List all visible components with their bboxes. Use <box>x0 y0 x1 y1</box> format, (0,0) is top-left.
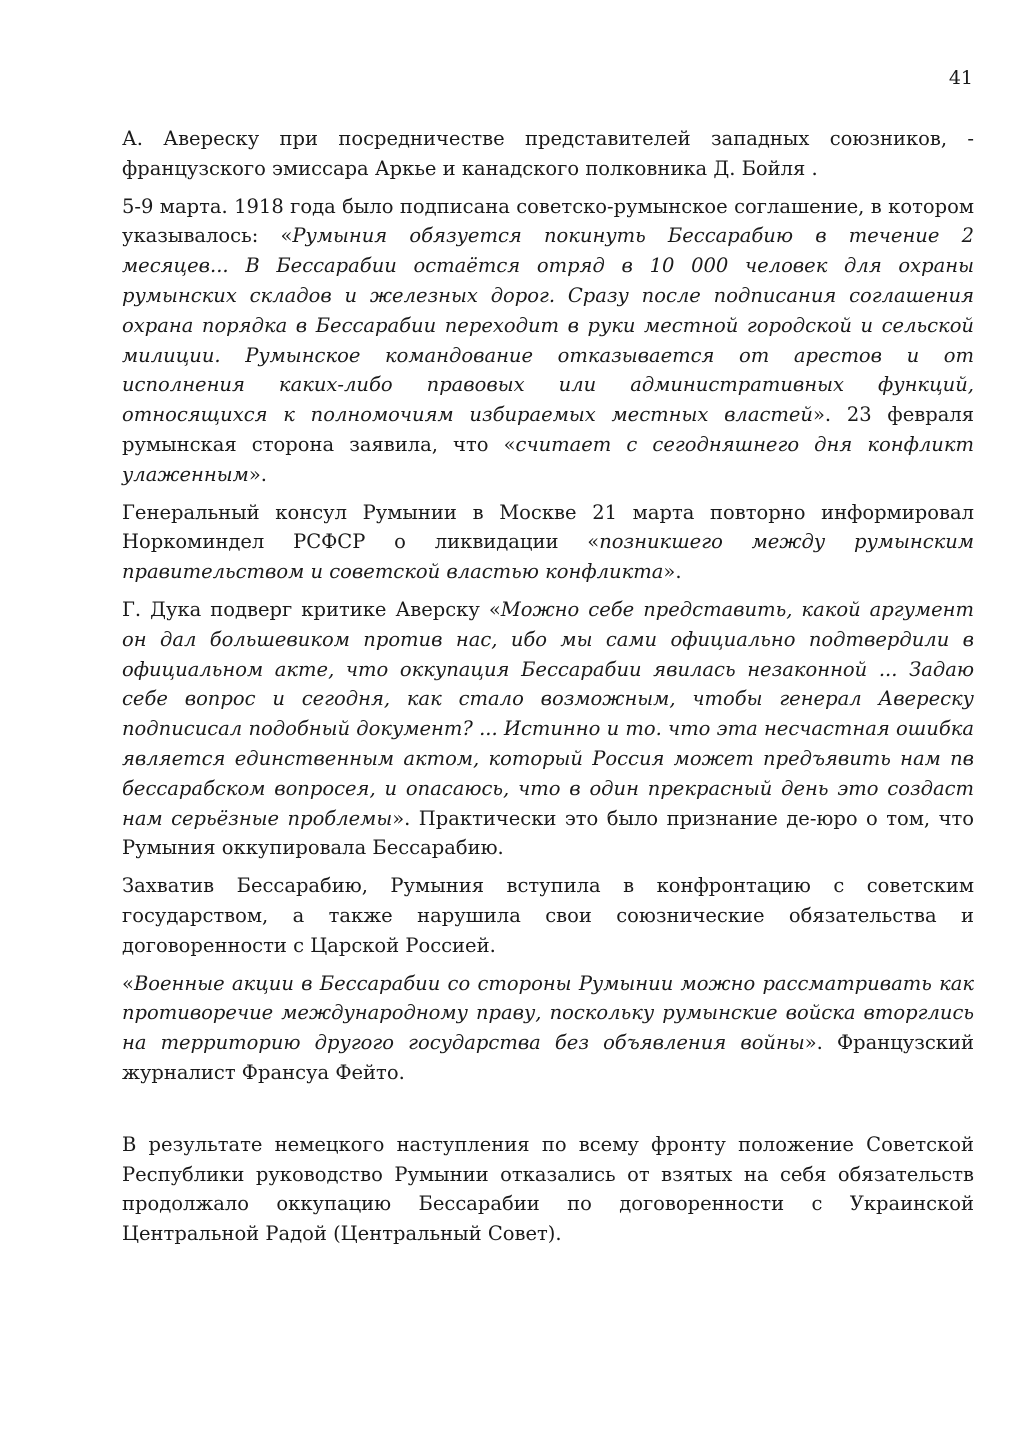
paragraph-5 <box>122 871 974 960</box>
text-run: ». Практически это было признание де-юро о том, что Румыния оккупировала Бессарабию. <box>122 806 974 860</box>
text-run: Генеральный консул Румынии в Москве 21 марта повторно информировал Норкоминдел РСФСР о ликвидации « <box>122 500 974 554</box>
quote-italic: Можно себе представить, какой аргумент он дал большевиком против нас, ибо мы сами официально подтвердили в официальном акте, что оккупация Бессарабии явилась незаконной ... Задаю себе вопрос и сегодня, как стало возможным, чтобы генерал Авереску подписисал подобный документ? ... Истинно и то. что эта несчастная ошибка является единственным актом, который Россия может предъявить нам пв бессарабском вопросея, и опасаюсь, что в один прекрасный день это создаст нам серьёзные проблемы <box>122 597 974 830</box>
body-text <box>122 124 974 1257</box>
text-run: Г. Дука подверг критике Аверску « <box>122 597 501 621</box>
paragraph-6 <box>122 969 974 1088</box>
text-run: ». <box>663 560 682 584</box>
paragraph-7 <box>122 1130 974 1249</box>
paragraph-4 <box>122 595 974 863</box>
quote-italic: считает с сегодняшнего дня конфликт улаженным <box>122 432 974 486</box>
quote-italic: позникшего между румынским правительством и советской властью конфликта <box>122 530 974 584</box>
paragraph-2 <box>122 192 974 490</box>
text-run: В результате немецкого наступления по всему фронту положение Советской Республики руководство Румынии отказались от взятых на себя обязательств продолжало оккупацию Бессарабии по договоренности с Украинской Центральной Радой (Центральный Совет). <box>122 1132 974 1246</box>
text-run: ». <box>248 462 267 486</box>
text-run: Захватив Бессарабию, Румыния вступила в конфронтацию с советским государством, а также нарушила свои союзнические обязательства и договоренности с Царской Россией. <box>122 874 974 957</box>
text-run: « <box>122 971 134 995</box>
text-run: ». 23 февраля румынская сторона заявила, что « <box>122 403 975 456</box>
quote-italic: Румыния обязуется покинуть Бессарабию в течение 2 месяцев... В Бессарабии остаётся отряд в 10 000 человек для охраны румынских складов и железных дорог. Сразу после подписания соглашения охрана порядка в Бессарабии переходит в руки местной городской и сельской милиции. Румынское командование отказывается от арестов и от исполнения каких-либо правовых или административных функций, относящихся к полномочиям избираемых местных властей <box>122 224 974 427</box>
text-run: ». Французский журналист Франсуа Фейто. <box>122 1031 974 1084</box>
paragraph-3 <box>122 498 974 587</box>
page-number: 41 <box>948 67 973 89</box>
paragraph-1 <box>122 124 974 184</box>
quote-italic: Военные акции в Бессарабии со стороны Румынии можно рассматривать как противоречие международному праву, поскольку румынские войска вторглись на территорию другого государства без объявления войны <box>122 971 974 1055</box>
text-run: 5-9 марта. 1918 года было подписана советско-румынское соглашение, в котором указывалось: « <box>122 194 974 248</box>
text-run: А. Авереску при посредничестве представителей западных союзников, - французского эмиссара Аркье и канадского полковника Д. Бойля . <box>122 127 974 180</box>
